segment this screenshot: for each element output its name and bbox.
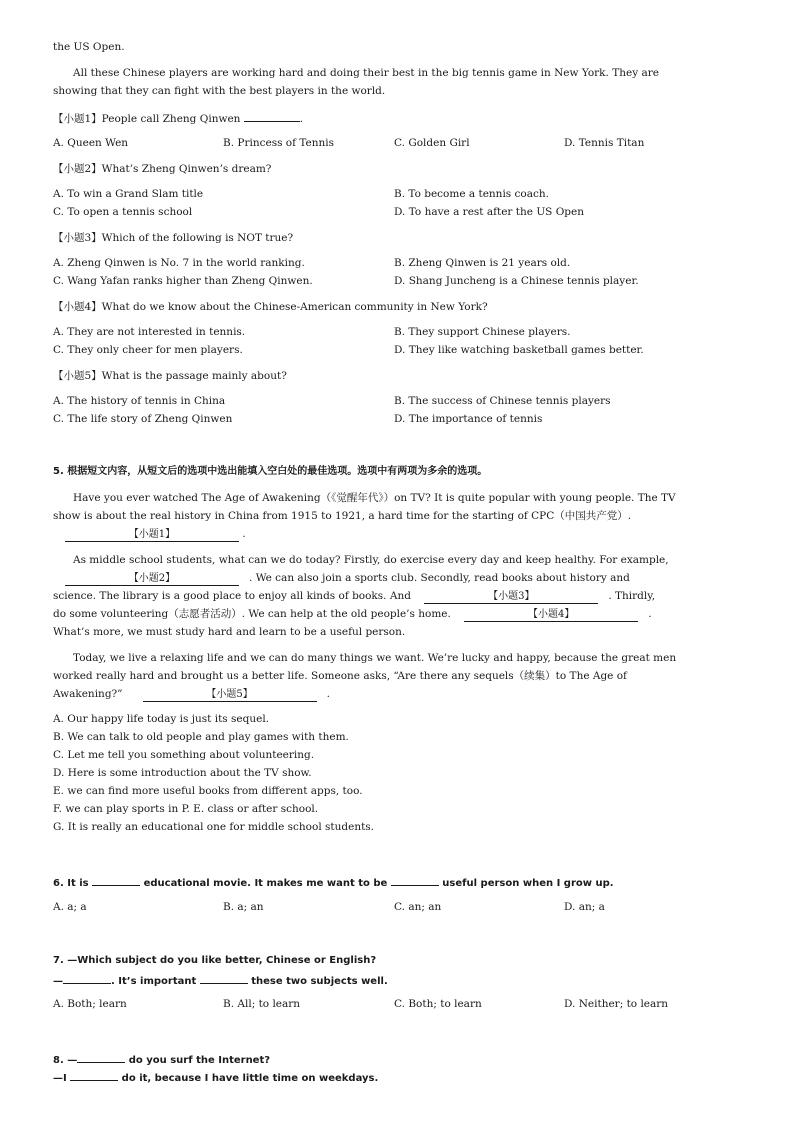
option-a[interactable]: A. Queen Wen <box>53 137 129 149</box>
question-stem: 8. — do you surf the Internet? <box>53 1051 270 1068</box>
punct: . <box>242 528 246 540</box>
answer-blank-2[interactable]: 【小题2】 <box>65 573 239 586</box>
question-stem <box>53 110 303 126</box>
question-stem: 6. It is educational movie. It makes me want to be useful person when I grow up. <box>53 874 614 891</box>
passage-text: As middle school students, what can we do today? Firstly, do exercise every day and keep healthy. For example, <box>73 554 669 566</box>
answer-blank[interactable] <box>92 874 140 886</box>
blank-line <box>65 527 246 542</box>
answer-blank <box>244 110 300 122</box>
question-stem: — . It’s important these two subjects well. <box>53 972 388 989</box>
passage-text: showing that they can fight with the best players in the world. <box>53 85 386 97</box>
question-stem: 【小题3】Which of the following is NOT true? <box>53 232 294 244</box>
passage-text: Have you ever watched The Age of Awakening（《觉醒年代》）on TV? It is quite popular with young people. The TV <box>73 492 676 504</box>
passage-text: What’s more, we must study hard and learn to be a useful person. <box>53 626 406 638</box>
choice-a[interactable]: A. Our happy life today is just its sequel. <box>53 713 270 725</box>
option-c[interactable]: C. They only cheer for men players. <box>53 344 243 356</box>
option-c[interactable]: C. Golden Girl <box>394 137 470 149</box>
passage-text: . Thirdly, <box>608 590 656 602</box>
option-d[interactable]: D. Tennis Titan <box>564 137 645 149</box>
passage-text: All these Chinese players are working hard and doing their best in the big tennis game in New York. They are <box>73 67 659 79</box>
question-stem: 【小题2】What’s Zheng Qinwen’s dream? <box>53 163 272 175</box>
choice-f[interactable]: F. we can play sports in P. E. class or after school. <box>53 803 319 815</box>
answer-blank-3[interactable]: 【小题3】 <box>424 591 598 604</box>
option-c[interactable]: C. The life story of Zheng Qinwen <box>53 413 233 425</box>
option-b[interactable]: B. Zheng Qinwen is 21 years old. <box>394 257 571 269</box>
option-b[interactable]: B. To become a tennis coach. <box>394 188 549 200</box>
option-c[interactable]: C. Wang Yafan ranks higher than Zheng Qinwen. <box>53 275 313 287</box>
question-stem: 7. —Which subject do you like better, Chinese or English? <box>53 955 377 966</box>
choice-d[interactable]: D. Here is some introduction about the TV show. <box>53 767 312 779</box>
passage-text: Awakening?” <box>53 688 123 700</box>
option-b[interactable]: B. Princess of Tennis <box>223 137 335 149</box>
passage-text: the US Open. <box>53 41 125 53</box>
option-d[interactable]: D. an; a <box>564 901 605 913</box>
option-b[interactable]: B. They support Chinese players. <box>394 326 571 338</box>
question-stem-text: . <box>299 113 304 125</box>
choice-c[interactable]: C. Let me tell you something about volunteering. <box>53 749 315 761</box>
choice-e[interactable]: E. we can find more useful books from different apps, too. <box>53 785 363 797</box>
answer-blank-1[interactable]: 【小题1】 <box>65 529 239 542</box>
passage-text: worked really hard and brought us a better life. Someone asks, “Are there any sequels（续集）to The Age of <box>53 670 627 682</box>
answer-blank-4[interactable]: 【小题4】 <box>464 609 638 622</box>
passage-text: do some volunteering（志愿者活动）. We can help at the old people’s home. <box>53 608 451 620</box>
passage-text: show is about the real history in China from 1915 to 1921, a hard time for the starting of CPC（中国共产党）. <box>53 510 632 522</box>
option-a[interactable]: A. Both; learn <box>53 998 127 1010</box>
option-d[interactable]: D. The importance of tennis <box>394 413 543 425</box>
question-stem: 【小题4】What do we know about the Chinese-American community in New York? <box>53 301 488 313</box>
passage-text: . We can also join a sports club. Secondly, read books about history and <box>249 572 630 584</box>
option-d[interactable]: D. They like watching basketball games better. <box>394 344 644 356</box>
option-c[interactable]: C. Both; to learn <box>394 998 482 1010</box>
answer-blank[interactable] <box>200 972 248 984</box>
option-b[interactable]: B. The success of Chinese tennis players <box>394 395 611 407</box>
passage-text: Awakening?” 【小题5】 . <box>53 688 330 700</box>
answer-blank[interactable] <box>77 1051 125 1063</box>
section-instruction: 5. 根据短文内容，从短文后的选项中选出能填入空白处的最佳选项。选项中有两项为多余的选项。 <box>53 466 488 477</box>
option-c[interactable]: C. an; an <box>394 901 442 913</box>
passage-text: Today, we live a relaxing life and we can do many things we want. We’re lucky and happy, because the great men <box>73 652 677 664</box>
option-d[interactable]: D. Shang Juncheng is a Chinese tennis player. <box>394 275 639 287</box>
question-stem: 【小题5】What is the passage mainly about? <box>53 370 287 382</box>
option-a[interactable]: A. The history of tennis in China <box>53 395 226 407</box>
answer-blank[interactable] <box>391 874 439 886</box>
option-a[interactable]: A. They are not interested in tennis. <box>53 326 246 338</box>
answer-blank[interactable] <box>70 1069 118 1081</box>
option-a[interactable]: A. To win a Grand Slam title <box>53 188 204 200</box>
passage-text <box>65 571 630 586</box>
answer-blank-5[interactable]: 【小题5】 <box>143 689 317 702</box>
question-stem-text: 【小题1】People call Zheng Qinwen <box>53 113 244 125</box>
passage-text: do some volunteering（志愿者活动）. We can help at the old people’s home. 【小题4】 . <box>53 608 652 620</box>
passage-text <box>53 589 655 604</box>
answer-blank[interactable] <box>63 972 111 984</box>
option-b[interactable]: B. All; to learn <box>223 998 301 1010</box>
option-b[interactable]: B. a; an <box>223 901 264 913</box>
option-a[interactable]: A. a; a <box>53 901 87 913</box>
option-c[interactable]: C. To open a tennis school <box>53 206 193 218</box>
option-a[interactable]: A. Zheng Qinwen is No. 7 in the world ranking. <box>53 257 305 269</box>
passage-text: science. The library is a good place to enjoy all kinds of books. And <box>53 590 411 602</box>
question-stem: —I do it, because I have little time on weekdays. <box>53 1069 378 1086</box>
option-d[interactable]: D. Neither; to learn <box>564 998 669 1010</box>
option-d[interactable]: D. To have a rest after the US Open <box>394 206 585 218</box>
choice-g[interactable]: G. It is really an educational one for middle school students. <box>53 821 375 833</box>
choice-b[interactable]: B. We can talk to old people and play games with them. <box>53 731 349 743</box>
